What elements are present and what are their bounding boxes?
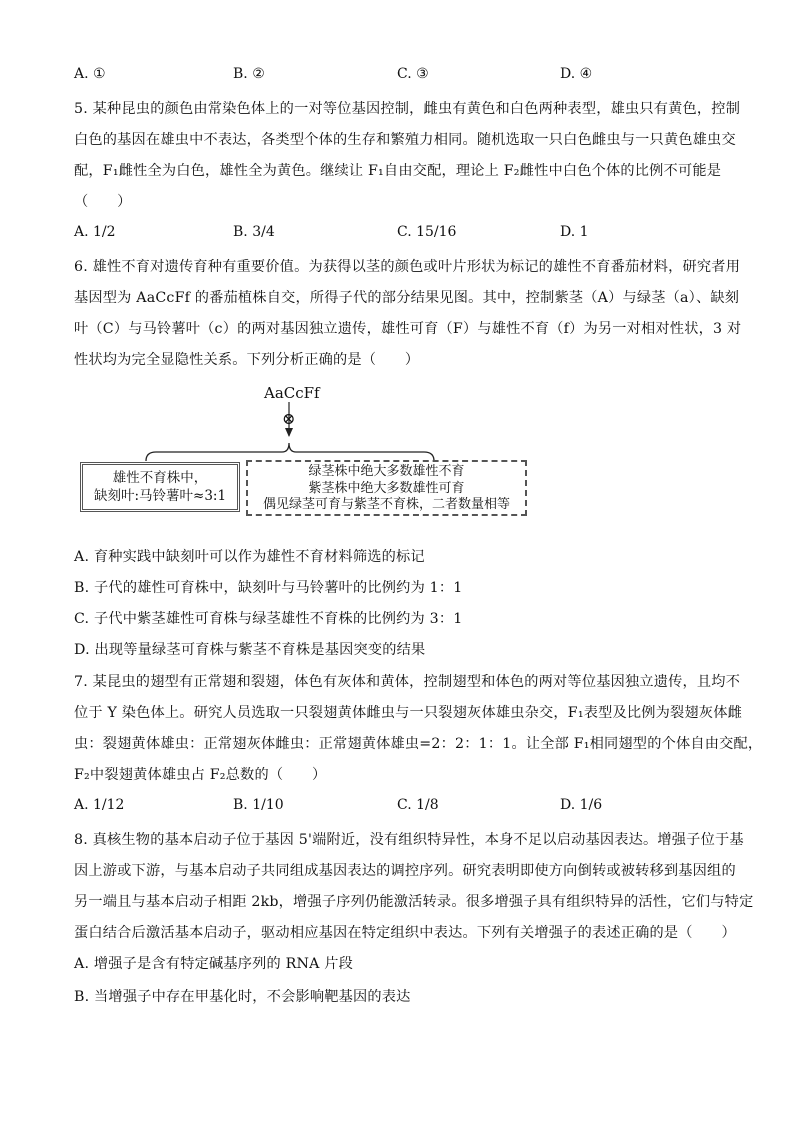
q5-stem-line: 白色的基因在雄虫中不表达，各类型个体的生存和繁殖力相同。随机选取一只白色雌虫与一只黄色雄虫交 [74, 132, 736, 148]
left-box-line: 雄性不育株中， [112, 470, 208, 486]
q7-stem-line: F₂中裂翅黄体雄虫占 F₂总数的（ ） [74, 767, 327, 783]
q7-option-b: B. 1/10 [233, 797, 284, 813]
q5-stem-line: 配，F₁雌性全为白色，雄性全为黄色。继续让 F₁自由交配，理论上 F₂雌性中白色个体的比例不可能是 [74, 163, 722, 179]
q4-option-a: A. ① [74, 66, 106, 82]
q8-stem-line: 蛋白结合后激活基本启动子，驱动相应基因在特定组织中表达。下列有关增强子的表述正确的是（ ） [74, 925, 736, 941]
diagram-left-box [80, 462, 240, 512]
q5-stem-line: 5. 某种昆虫的颜色由常染色体上的一对等位基因控制，雌虫有黄色和白色两种表型，雄虫只有黄色，控制 [74, 101, 741, 117]
right-box-line: 绿茎株中绝大多数雄性不育 [308, 464, 465, 479]
q5-option-c: C. 15/16 [397, 224, 457, 240]
diagram-arrow-brace [0, 0, 794, 520]
q7-option-a: A. 1/12 [74, 797, 125, 813]
right-box-line: 偶见绿茎可育与紫茎不育株，二者数量相等 [262, 497, 510, 512]
q6-option-c: C. 子代中紫茎雄性可育株与绿茎雄性不育株的比例约为 3：1 [74, 611, 463, 627]
q8-stem-line: 8. 真核生物的基本启动子位于基因 5'端附近，没有组织特异性，本身不足以启动基因表达。增强子位于基 [74, 832, 744, 848]
diagram-genotype: AaCcFf [264, 384, 320, 402]
q7-stem-line: 位于 Y 染色体上。研究人员选取一只裂翅黄体雌虫与一只裂翅灰体雄虫杂交，F₁表型及比例为裂翅灰体雌 [74, 705, 742, 721]
q8-option-a: A. 增强子是含有特定碱基序列的 RNA 片段 [74, 956, 354, 972]
q7-stem-line: 虫：裂翅黄体雄虫：正常翅灰体雌虫：正常翅黄体雄虫=2：2：1：1。让全部 F₁相同翅型的个体自由交配， [74, 736, 763, 752]
q5-stem-line: （ ） [74, 194, 132, 210]
q6-stem-line: 基因型为 AaCcFf 的番茄植株自交，所得子代的部分结果见图。其中，控制紫茎（A）与绿茎（a）、缺刻 [74, 290, 740, 306]
right-box-line: 紫茎株中绝大多数雄性可育 [308, 480, 465, 496]
q6-option-a: A. 育种实践中缺刻叶可以作为雄性不育材料筛选的标记 [74, 549, 425, 565]
left-box-line: 缺刻叶:马铃薯叶≈3:1 [93, 488, 227, 504]
q6-stem-line: 性状均为完全显隐性关系。下列分析正确的是（ ） [74, 352, 420, 368]
q8-option-b: B. 当增强子中存在甲基化时，不会影响靶基因的表达 [74, 989, 411, 1005]
diagram-right-box [246, 460, 527, 516]
q5-option-a: A. 1/2 [74, 224, 116, 240]
q5-option-b: B. 3/4 [233, 224, 275, 240]
q8-stem-line: 另一端且与基本启动子相距 2kb，增强子序列仍能激活转录。很多增强子具有组织特异的活性，它们与特定 [74, 894, 754, 910]
q4-option-d: D. ④ [560, 66, 593, 82]
q6-stem-line: 6. 雄性不育对遗传育种有重要价值。为获得以茎的颜色或叶片形状为标记的雄性不育番茄材料，研究者用 [74, 259, 741, 275]
q6-option-d: D. 出现等量绿茎可育株与紫茎不育株是基因突变的结果 [74, 642, 426, 658]
self-cross-icon: ⊗ [282, 409, 296, 428]
q4-option-c: C. ③ [397, 66, 429, 82]
q5-option-d: D. 1 [560, 224, 589, 240]
q6-stem-line: 叶（C）与马铃薯叶（c）的两对基因独立遗传，雄性可育（F）与雄性不育（f）为另一对相对性状，3 对 [74, 321, 742, 337]
q6-option-b: B. 子代的雄性可育株中，缺刻叶与马铃薯叶的比例约为 1：1 [74, 580, 463, 596]
q7-option-c: C. 1/8 [397, 797, 439, 813]
q4-option-b: B. ② [233, 66, 265, 82]
q8-stem-line: 因上游或下游，与基本启动子共同组成基因表达的调控序列。研究表明即使方向倒转或被转移到基因组的 [74, 863, 736, 879]
q7-stem-line: 7. 某昆虫的翅型有正常翅和裂翅，体色有灰体和黄体，控制翅型和体色的两对等位基因独立遗传，且均不 [74, 674, 741, 690]
q7-option-d: D. 1/6 [560, 797, 603, 813]
